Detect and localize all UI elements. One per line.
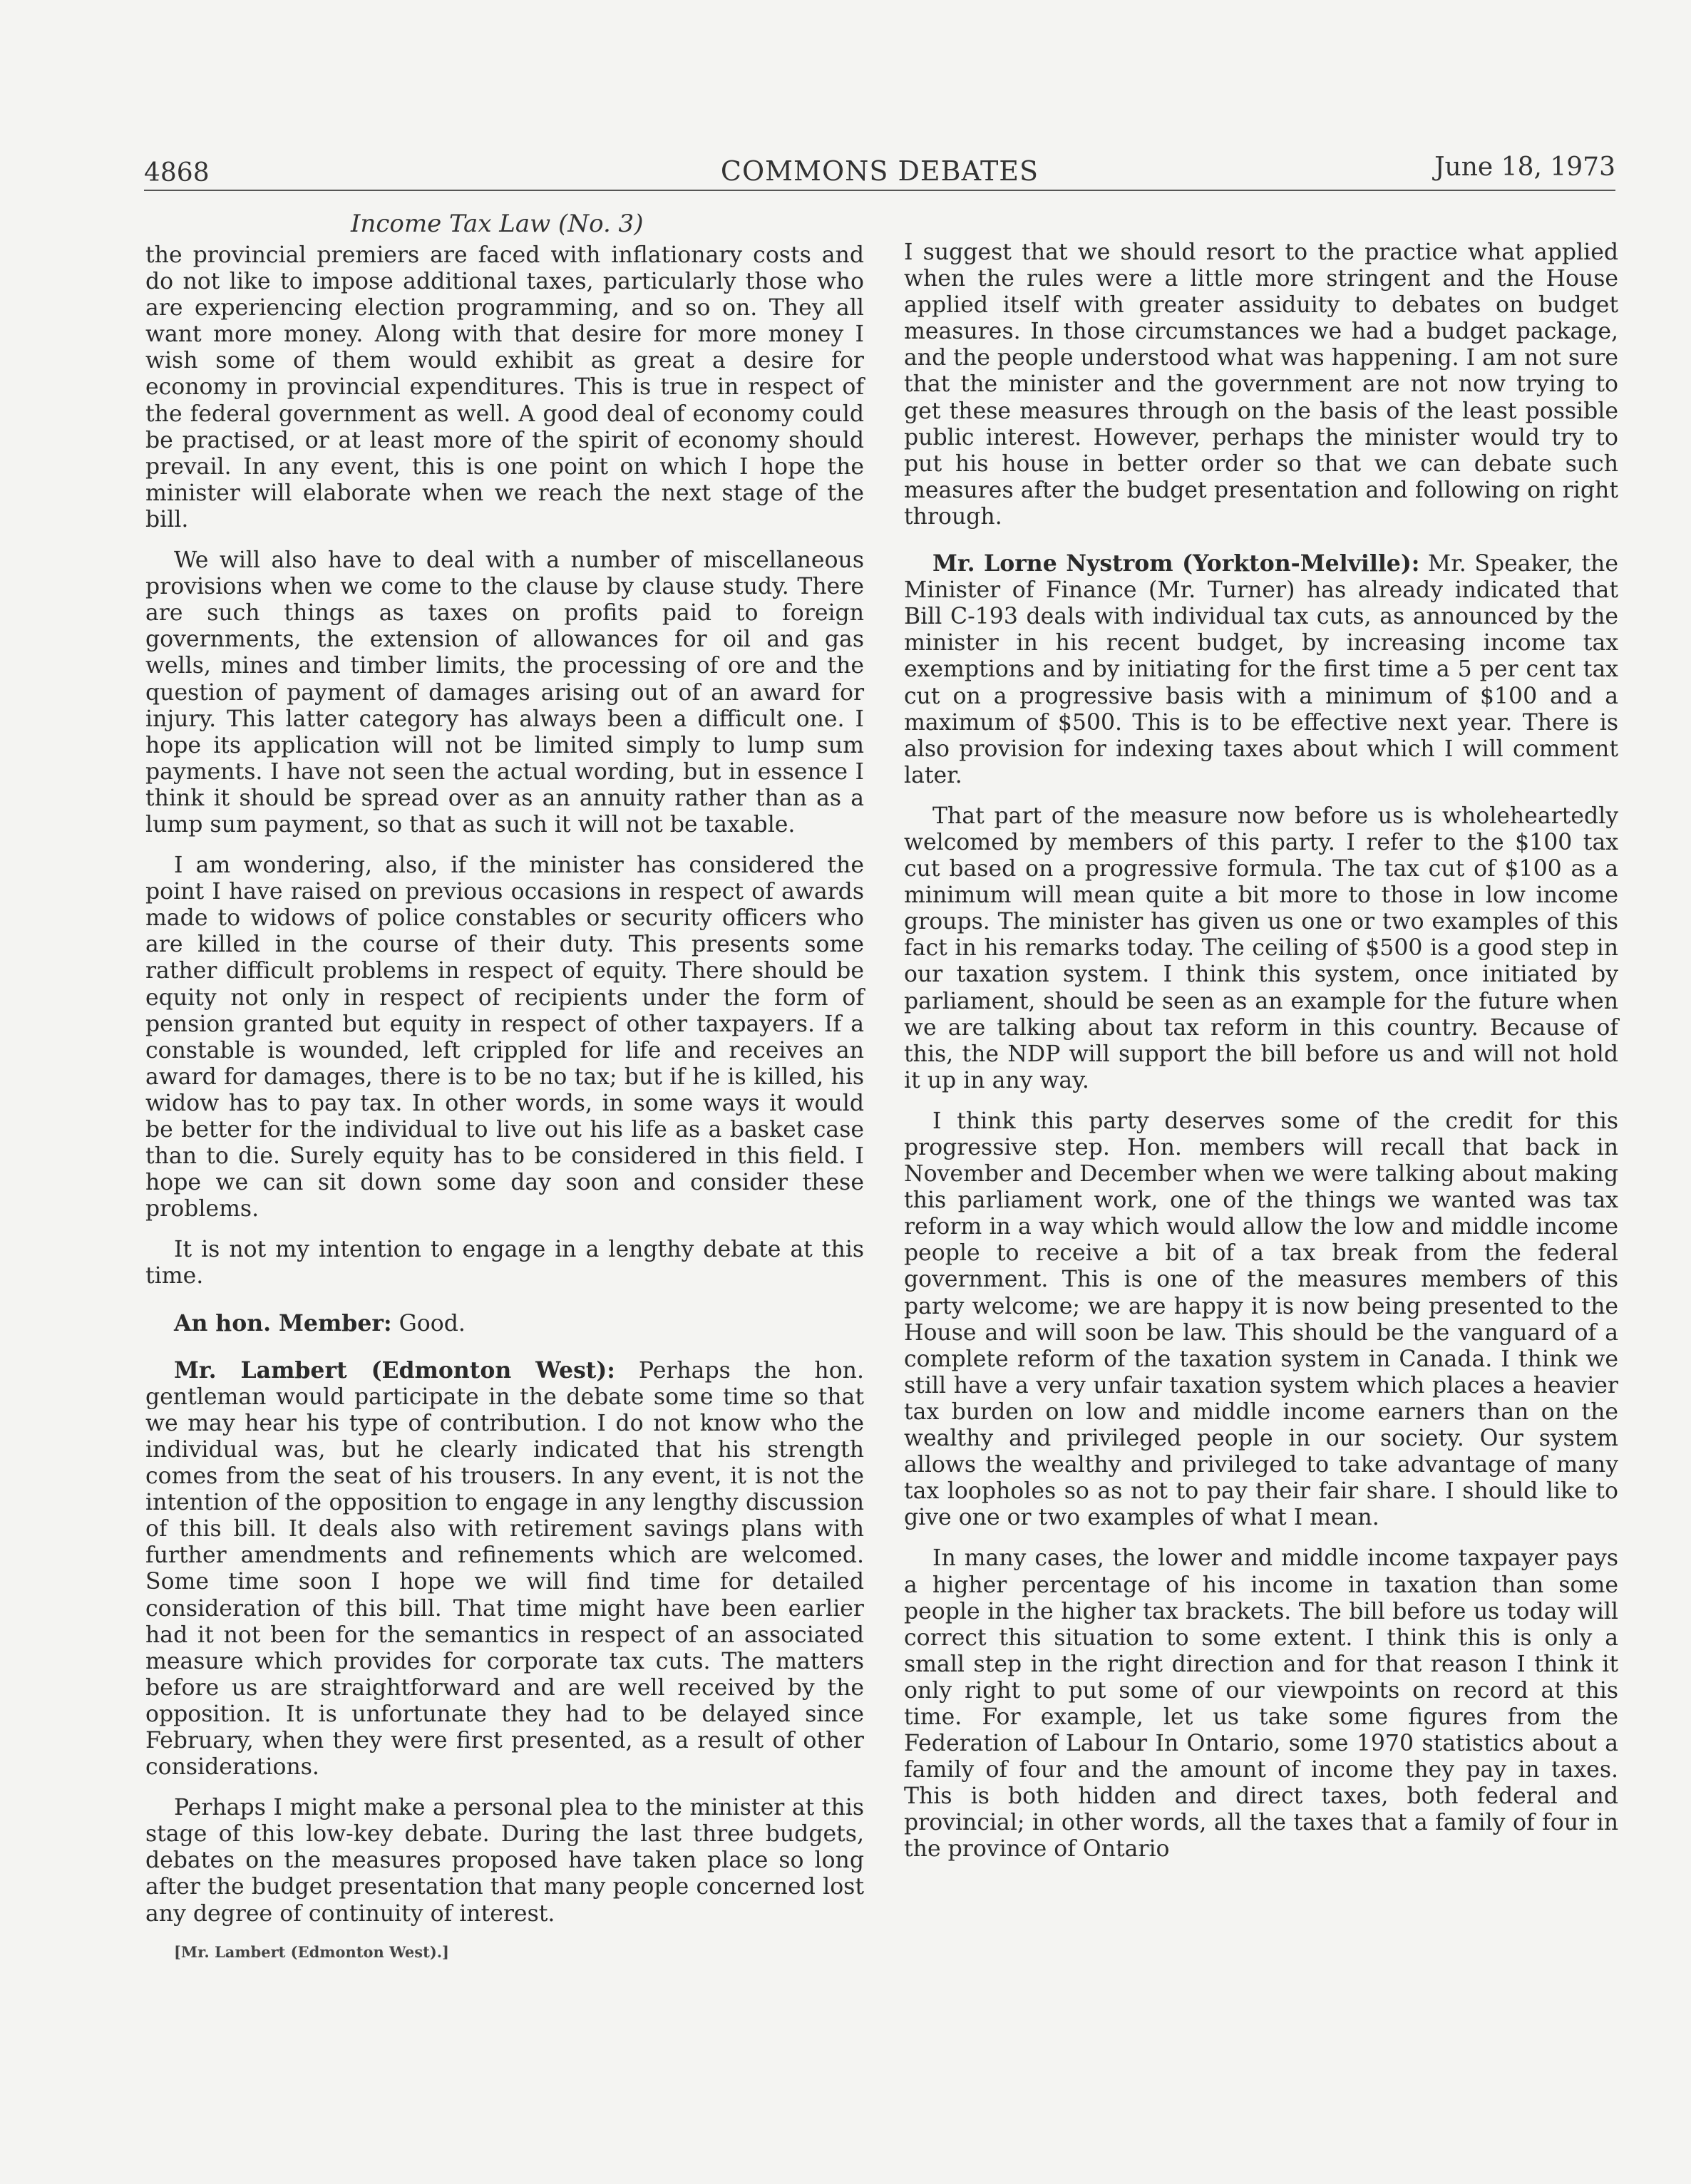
page-date: June 18, 1973 [1434,153,1615,182]
speaker-name: Mr. Lorne Nystrom (Yorkton-Melville): [932,550,1420,577]
speaker-name: Mr. Lambert (Edmonton West): [174,1356,615,1384]
paragraph: That part of the measure now before us is wholeheartedly welcomed by members of this party. I refer to the $100 tax cut based on a progressive formula. The tax cut of $100 as a minimum will mean quite a bit more to those in low income groups. The minister has given us one or two examples of this fact in his remarks today. The ceiling of $500 is a good step in our taxation system. I think this system, once initiated by parliament, should be seen as an example for the future when we are talking about tax reform in this country. Because of this, the NDP will support the bill before us and will not hold it up in any way. [904,803,1618,1093]
page-number: 4868 [144,158,210,187]
publication-title: COMMONS DEBATES [720,155,1039,187]
paragraph: I think this party deserves some of the credit for this progressive step. Hon. members will recall that back in November and December when we were talking about making this parliament work, one of the things we wanted was tax reform in a way which would allow the low and middle income people to receive a bit of a tax break from the federal government. This is one of the measures members of this party welcome; we are happy it is now being presented to the House and will soon be law. This should be the vanguard of a complete reform of the taxation system in Canada. I think we still have a very unfair taxation system which places a heavier tax burden on low and middle income earners than on the wealthy and privileged people in our society. Our system allows the wealthy and privileged to take advantage of many tax loopholes so as not to pay their fair share. I should like to give one or two examples of what I mean. [904,1108,1618,1531]
left-column [145,242,864,1965]
paragraph: the provincial premiers are faced with inflationary costs and do not like to impose additional taxes, particularly those who are experiencing election programming, and so on. They all want more money. Along with that desire for more money I wish some of them would exhibit as great a desire for economy in provincial expenditures. This is true in respect of the federal government as well. A good deal of economy could be practised, or at least more of the spirit of economy should prevail. In any event, this is one point on which I hope the minister will elaborate when we reach the next stage of the bill. [145,242,864,532]
paragraph: We will also have to deal with a number of miscellaneous provisions when we come to the clause by clause study. There are such things as taxes on profits paid to foreign governments, the extension of allowances for oil and gas wells, mines and timber limits, the processing of ore and the question of payment of damages arising out of an award for injury. This latter category has always been a difficult one. I hope its application will not be limited simply to lump sum payments. I have not seen the actual wording, but in essence I think it should be spread over as an annuity rather than as a lump sum payment, so that as such it will not be taxable. [145,547,864,838]
speech-text: Good. [391,1310,466,1336]
header-rule [144,190,1615,191]
right-column [904,239,1618,1877]
paragraph [145,1357,864,1781]
speech-text: Perhaps the hon. gentleman would participate in the debate some time so that we may hear his type of contribution. I do not know who the individual was, but he clearly indicated that his strength comes from the seat of his trousers. In any event, it is not the intention of the opposition to engage in any lengthy discussion of this bill. It deals also with retirement savings plans with further amendments and refinements which are welcomed. Some time soon I hope we will find time for detailed consideration of this bill. That time might have been earlier had it not been for the semantics in respect of an associated measure which provides for corporate tax cuts. The matters before us are straightforward and are well received by the opposition. It is unfortunate they had to be delayed since February, when they were first presented, as a result of other considerations. [145,1357,864,1781]
section-title: Income Tax Law (No. 3) [351,210,644,238]
paragraph: I am wondering, also, if the minister has considered the point I have raised on previous occasions in respect of awards made to widows of police constables or security officers who are killed in the course of their duty. This presents some rather difficult problems in respect of equity. There should be equity not only in respect of recipients under the form of pension granted but equity in respect of other taxpayers. If a constable is wounded, left crippled for life and receives an award for damages, there is to be no tax; but if he is killed, his widow has to pay tax. In other words, in some ways it would be better for the individual to live out his life as a basket case than to die. Surely equity has to be considered in this field. I hope we can sit down some day soon and consider these problems. [145,853,864,1222]
paragraph: It is not my intention to engage in a lengthy debate at this time. [145,1237,864,1289]
page-header [144,150,1615,192]
speech-text: Mr. Speaker, the Minister of Finance (Mr. Turner) has already indicated that Bill C-193 deals with individual tax cuts, as announced by the minister in his recent budget, by increasing income tax exemptions and by initiating for the first time a 5 per cent tax cut on a progressive basis with a minimum of $100 and a maximum of $500. This is to be effective next year. There is also provision for indexing taxes about which I will comment later. [904,551,1618,788]
paragraph: Perhaps I might make a personal plea to the minister at this stage of this low-key debate. During the last three budgets, debates on the measures proposed have taken place so long after the budget presentation that many people concerned lost any degree of continuity of interest. [145,1795,864,1927]
speaker-name: An hon. Member: [174,1309,392,1336]
paragraph: I suggest that we should resort to the practice what applied when the rules were a little more stringent and the House applied itself with greater assiduity to debates on budget measures. In those circumstances we had a budget package, and the people understood what was happening. I am not sure that the minister and the government are not now trying to get these measures through on the basis of the least possible public interest. However, perhaps the minister would try to put his house in better order so that we can debate such measures after the budget presentation and following on right through. [904,239,1618,530]
paragraph [145,1310,864,1337]
paragraph: In many cases, the lower and middle income taxpayer pays a higher percentage of his income in taxation than some people in the higher tax brackets. The bill before us today will correct this situation to some extent. I think this is only a small step in the right direction and for that reason I think it only right to put some of our viewpoints on record at this time. For example, let us take some figures from the Federation of Labour In Ontario, some 1970 statistics about a family of four and the amount of income they pay in taxes. This is both hidden and direct taxes, both federal and provincial; in other words, all the taxes that a family of four in the province of Ontario [904,1545,1618,1863]
paragraph [904,550,1618,789]
speaker-footnote: [Mr. Lambert (Edmonton West).] [174,1942,449,1961]
